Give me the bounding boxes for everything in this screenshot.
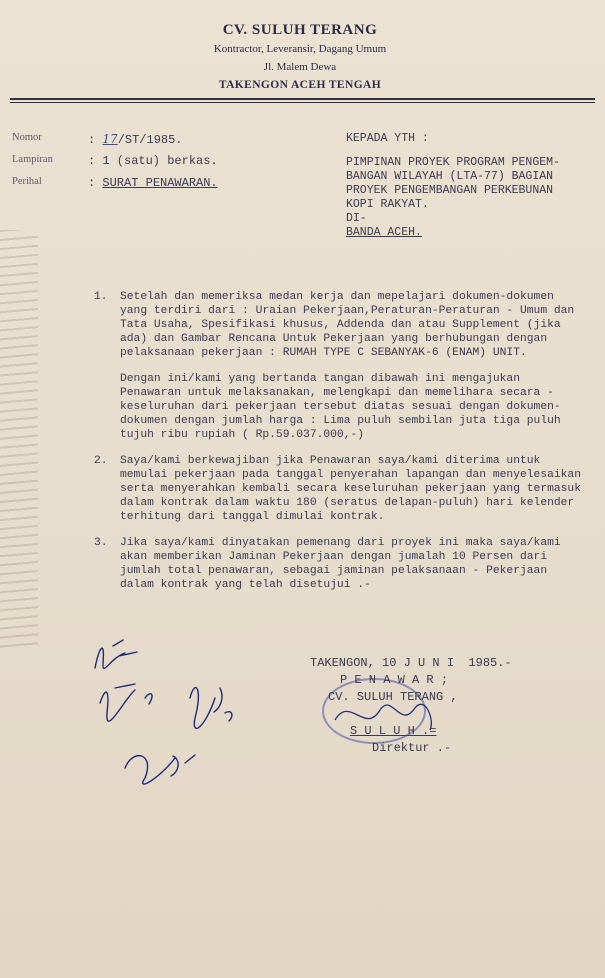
paragraph-text: Saya/kami berkewajiban jika Penawaran saya/kami diterima untuk memulai pekerjaan pada tanggal penyerahan lapangan dan menyelesaikan serta menyerahkan kembali secara keseluruhan pekerjaan yang termasuk dalam kontrak dalam waktu 180 (seratus delapan-puluh) hari kelender terhitung dari tanggal dimulai kontrak.: [120, 455, 581, 523]
addressee-line: DI-: [346, 212, 367, 225]
letterhead: [150, 22, 450, 91]
lampiran-value: : 1 (satu) berkas.: [88, 154, 218, 168]
letterhead-divider: [10, 98, 595, 103]
paragraph-text: Setelah dan memeriksa medan kerja dan mepelajari dokumen-dokumen yang terdiri dari : Uraian Pekerjaan,Peraturan-Peraturan - Umum dan Tata Usaha, Spesifikasi khusus, Addenda dan atau Supplement (jika ada) dan Gambar Rencana Untuk Pekerjaan yang berhubungan dengan pelaksanaan pekerjaan : RUMAH TYPE C SEBANYAK-6 (ENAM) UNIT.: [120, 291, 575, 359]
signatory-name: S U L U H .=: [350, 724, 437, 738]
paragraph-number: 2.: [94, 455, 108, 467]
addressee-salutation: KEPADA YTH :: [346, 132, 429, 145]
addressee-block: [346, 132, 560, 240]
signatory-company: CV. SULUH TERANG ,: [328, 690, 458, 704]
nomor-value-row: [88, 132, 218, 154]
nomor-label: Nomor: [12, 132, 42, 143]
reference-values: [88, 132, 218, 198]
paragraph-number: 1.: [94, 291, 108, 303]
paragraph-text: Dengan ini/kami yang bertanda tangan dibawah ini mengajukan Penawaran untuk melaksanakan, melengkapi dan memelihara secara - keseluruhan dari pekerjaan tersebut diatas sesuai dengan dokumen-dokumen dengan jumlah harga : Lima puluh sembilan juta tiga puluh tujuh ribu rupiah ( Rp.59.037.000,-): [120, 373, 561, 441]
addressee-line: PIMPINAN PROYEK PROGRAM PENGEM-: [346, 156, 560, 169]
edge-stain: [0, 230, 38, 650]
place-date: TAKENGON, 10 J U N I 1985.-: [310, 656, 512, 670]
perihal-value-row: [88, 176, 218, 198]
reference-labels: [12, 132, 53, 198]
paragraph-1b: [84, 372, 584, 442]
signatory-title: Direktur .-: [372, 741, 452, 755]
addressee-city: BANDA ACEH.: [346, 226, 422, 239]
paragraph-3: [84, 536, 584, 592]
paragraph-number: 3.: [94, 537, 108, 549]
paragraph-2: [84, 454, 584, 524]
nomor-value: /ST/1985.: [117, 133, 183, 147]
company-name: CV. SULUH TERANG: [222, 22, 378, 38]
perihal-colon: :: [88, 176, 96, 190]
addressee-line: BANGAN WILAYAH (LTA-77) BAGIAN: [346, 170, 554, 183]
addressee-line: PROYEK PENGEMBANGAN PERKEBUNAN: [346, 184, 554, 197]
signature-block: [310, 655, 580, 757]
company-city: TAKENGON ACEH TENGAH: [218, 79, 382, 91]
company-tagline: Kontractor, Leveransir, Dagang Umum: [213, 43, 387, 55]
addressee-gap: [346, 146, 560, 156]
signatory-role: P E N A W A R ;: [340, 673, 449, 687]
addressee-line: KOPI RAKYAT.: [346, 198, 429, 211]
paragraph-text: Jika saya/kami dinyatakan pemenang dari proyek ini maka saya/kami akan memberikan Jaminan Pekerjaan dengan jumalah 10 Persen dari jumlah total penawaran, sebagai jaminan pelaksanaan - Pekerjaan dalam kontrak yang telah disetujui .-: [120, 537, 561, 591]
perihal-value: SURAT PENAWARAN.: [102, 176, 218, 190]
letter-body: [84, 290, 584, 604]
company-address: Jl. Malem Dewa: [263, 61, 337, 73]
nomor-colon: :: [88, 133, 96, 147]
perihal-label: Perihal: [12, 176, 42, 187]
paragraph-1: [84, 290, 584, 360]
handwritten-initials: [85, 628, 255, 798]
signature-space: [310, 706, 580, 723]
lampiran-label: Lampiran: [12, 154, 53, 165]
nomor-handwritten: 17: [102, 132, 118, 146]
